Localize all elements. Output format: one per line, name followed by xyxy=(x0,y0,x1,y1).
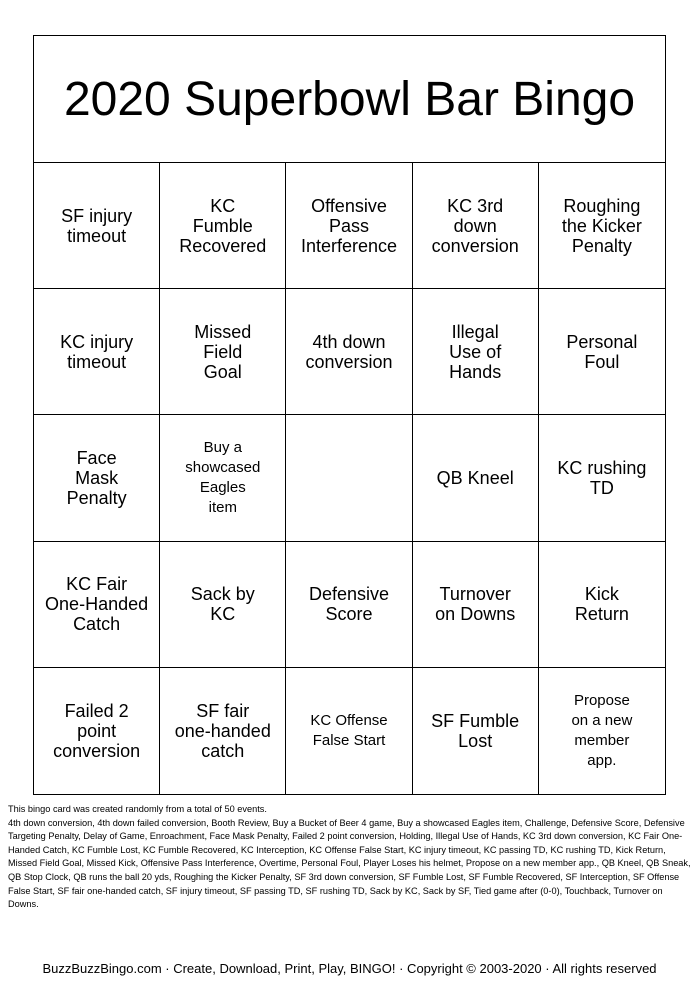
bingo-cell-label: Missed Field Goal xyxy=(194,321,252,382)
event-list xyxy=(8,803,692,912)
bingo-cell-label: KC 3rd down conversion xyxy=(431,195,519,256)
event-list-items: 4th down conversion, 4th down failed conversion, Booth Review, Buy a Bucket of Beer 4 game, Buy a showcased Eagles item, Challenge, Defensive Score, Defensive Targeting Penalty, Delay of Game, Enroachment, Face Mask Penalty, Failed 2 point conversion, Holding, Illegal Use of Hands, KC 3rd down conversion, KC Fair One-Handed Catch, KC Fumble Lost, KC Fumble Recovered, KC Interception, KC Offense False Start, KC injury timeout, KC passing TD, KC rushing TD, Kick Return, Missed Field Goal, Missed Kick, Offensive Pass Interference, Overtime, Personal Foul, Player Loses his helmet, Propose on a new member app., QB Kneel, QB Sneak, QB Stop Clock, QB runs the ball 20 yds, Roughing the Kicker Penalty, SF 3rd down conversion, SF Fumble Lost, SF Fumble Recovered, SF Interception, SF Offense False Start, SF fair one-handed catch, SF injury timeout, SF passing TD, SF rushing TD, Sack by KC, Sack by SF, Tied game after (0-0), Touchback, Turnover on Downs. xyxy=(8,817,691,910)
bingo-cell-label: SF fair one-handed catch xyxy=(174,700,271,761)
bingo-cell-label: 4th down conversion xyxy=(305,331,393,372)
bingo-cell-label: KC injury timeout xyxy=(60,331,134,372)
bingo-cell-label: Buy a showcased Eagles item xyxy=(185,438,261,516)
bingo-cell xyxy=(539,163,665,289)
bingo-cell xyxy=(413,542,539,668)
bingo-cell xyxy=(34,668,160,794)
bingo-cell-label: Offensive Pass Interference xyxy=(300,195,398,256)
bingo-cell xyxy=(286,542,412,668)
bingo-cell xyxy=(34,163,160,289)
bingo-cell-label: Failed 2 point conversion xyxy=(53,700,141,761)
bingo-cell xyxy=(286,668,412,794)
bingo-cell xyxy=(539,668,665,794)
bingo-cell xyxy=(160,668,286,794)
bingo-cell-label: Sack by KC xyxy=(190,584,255,625)
bingo-cell xyxy=(160,163,286,289)
bingo-cell-label: SF Fumble Lost xyxy=(431,710,520,751)
bingo-cell xyxy=(34,542,160,668)
bingo-cell-free xyxy=(286,415,412,541)
bingo-cell xyxy=(34,289,160,415)
bingo-cell xyxy=(413,668,539,794)
bingo-cell-label: Turnover on Downs xyxy=(435,584,516,625)
bingo-cell xyxy=(286,289,412,415)
bingo-cell xyxy=(539,289,665,415)
bingo-cell-label: KC rushing TD xyxy=(557,457,647,498)
card-title: 2020 Superbowl Bar Bingo xyxy=(34,36,665,163)
bingo-cell xyxy=(413,289,539,415)
bingo-cell xyxy=(34,415,160,541)
bingo-cell-label: Kick Return xyxy=(574,584,629,625)
bingo-cell-label: QB Kneel xyxy=(436,467,514,488)
bingo-cell xyxy=(413,415,539,541)
bingo-cell-label: KC Fumble Recovered xyxy=(179,195,267,256)
bingo-card xyxy=(33,35,666,795)
bingo-cell-label: Personal Foul xyxy=(566,331,638,372)
bingo-cell xyxy=(539,415,665,541)
bingo-cell xyxy=(413,163,539,289)
bingo-cell xyxy=(160,542,286,668)
bingo-cell-label: SF injury timeout xyxy=(61,205,133,246)
bingo-cell xyxy=(160,415,286,541)
bingo-grid xyxy=(34,163,665,794)
site-credit: BuzzBuzzBingo.com · Create, Download, Print, Play, BINGO! · Copyright © 2003-2020 · All rights reserved xyxy=(42,961,657,976)
event-list-intro: This bingo card was created randomly from a total of 50 events. xyxy=(8,804,267,814)
bingo-cell xyxy=(539,542,665,668)
bingo-cell-label: KC Offense False Start xyxy=(310,711,388,749)
bingo-cell-label: Face Mask Penalty xyxy=(66,447,127,508)
bingo-cell xyxy=(160,289,286,415)
bingo-cell-label: Roughing the Kicker Penalty xyxy=(561,195,642,256)
bingo-cell-label: Illegal Use of Hands xyxy=(449,321,502,382)
bingo-cell-label: Propose on a new member app. xyxy=(571,691,633,769)
bingo-cell-label: KC Fair One-Handed Catch xyxy=(45,574,149,635)
bingo-cell-label: Defensive Score xyxy=(308,584,390,625)
bingo-cell xyxy=(286,163,412,289)
